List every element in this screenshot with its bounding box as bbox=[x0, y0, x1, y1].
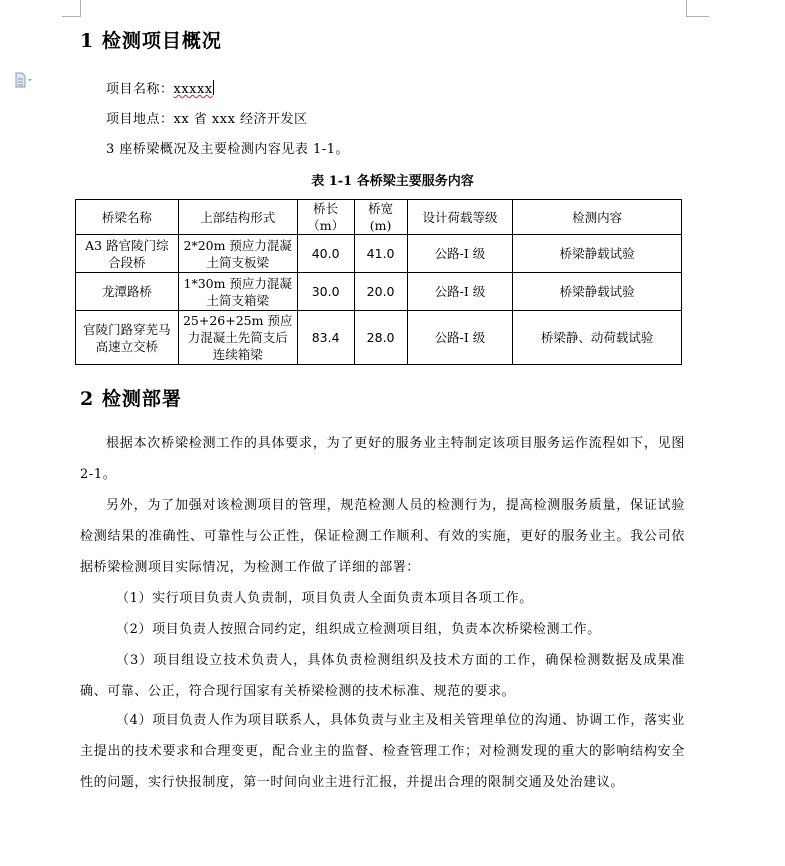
project-name-label: 项目名称： bbox=[106, 82, 174, 97]
header-bridge-name: 桥梁名称 bbox=[76, 200, 179, 235]
cell-test-content: 桥梁静载试验 bbox=[513, 273, 682, 311]
cell-length: 83.4 bbox=[297, 311, 354, 365]
project-name-line bbox=[106, 78, 214, 97]
cell-width: 41.0 bbox=[354, 235, 407, 273]
document-map-icon[interactable] bbox=[14, 72, 34, 88]
bridge-service-table bbox=[75, 199, 682, 365]
table-row bbox=[76, 311, 682, 365]
cell-load-class: 公路-I 级 bbox=[407, 235, 513, 273]
cell-test-content: 桥梁静、动荷载试验 bbox=[513, 311, 682, 365]
cell-bridge-name: 龙潭路桥 bbox=[76, 273, 179, 311]
project-name-value[interactable]: xxxxx bbox=[173, 82, 213, 97]
cell-bridge-name: 官陵门路穿芜马高速立交桥 bbox=[76, 311, 179, 365]
cell-width: 20.0 bbox=[354, 273, 407, 311]
table-header-row bbox=[76, 200, 682, 235]
cell-structure: 1*30m 预应力混凝土简支箱梁 bbox=[178, 273, 297, 311]
paragraph-item-3: （3）项目组设立技术负责人，具体负责检测组织及技术方面的工作，确保检测数据及成果准确、可靠、公正，符合现行国家有关桥梁检测的技术标准、规范的要求。 bbox=[80, 653, 685, 699]
paragraph-item-4: （4）项目负责人作为项目联系人，具体负责与业主及相关管理单位的沟通、协调工作，落实业主提出的技术要求和合理变更，配合业主的监督、检查管理工作；对检测发现的重大的影响结构安全性的问题，实行快报制度，第一时间向业主进行汇报，并提出合理的限制交通及处治建议。 bbox=[80, 713, 685, 790]
page-margin-corner-top-right bbox=[686, 0, 709, 17]
cell-length: 30.0 bbox=[297, 273, 354, 311]
header-width: 桥宽(m) bbox=[354, 200, 407, 235]
paragraph-item-2: （2）项目负责人按照合同约定，组织成立检测项目组，负责本次桥梁检测工作。 bbox=[116, 622, 601, 637]
cell-structure: 25+26+25m 预应力混凝土先简支后连续箱梁 bbox=[178, 311, 297, 365]
header-structure: 上部结构形式 bbox=[178, 200, 297, 235]
table-row bbox=[76, 235, 682, 273]
table-row bbox=[76, 273, 682, 311]
cell-width: 28.0 bbox=[354, 311, 407, 365]
paragraph-management: 另外，为了加强对该检测项目的管理，规范检测人员的检测行为，提高检测服务质量，保证试验检测结果的准确性、可靠性与公正性，保证检测工作顺利、有效的实施，更好的服务业主。我公司依据桥梁检测项目实际情况，为检测工作做了详细的部署： bbox=[80, 498, 685, 575]
header-test-content: 检测内容 bbox=[513, 200, 682, 235]
project-location: 项目地点：xx 省 xxx 经济开发区 bbox=[106, 112, 308, 127]
table-intro: 3 座桥梁概况及主要检测内容见表 1-1。 bbox=[106, 142, 349, 157]
section-2-heading: 2 检测部署 bbox=[80, 388, 182, 410]
cell-length: 40.0 bbox=[297, 235, 354, 273]
page-margin-corner-top-left bbox=[62, 0, 81, 17]
cell-structure: 2*20m 预应力混凝土简支板梁 bbox=[178, 235, 297, 273]
cell-load-class: 公路-I 级 bbox=[407, 311, 513, 365]
text-cursor bbox=[213, 80, 214, 95]
header-length: 桥长（m） bbox=[297, 200, 354, 235]
cell-bridge-name: A3 路官陵门综合段桥 bbox=[76, 235, 179, 273]
cell-test-content: 桥梁静载试验 bbox=[513, 235, 682, 273]
table-caption: 表 1-1 各桥梁主要服务内容 bbox=[311, 174, 474, 189]
paragraph-workflow: 根据本次桥梁检测工作的具体要求，为了更好的服务业主特制定该项目服务运作流程如下，见图 2-1。 bbox=[80, 436, 685, 482]
section-1-heading: 1 检测项目概况 bbox=[80, 30, 222, 52]
cell-load-class: 公路-I 级 bbox=[407, 273, 513, 311]
header-load-class: 设计荷载等级 bbox=[407, 200, 513, 235]
paragraph-item-1: （1）实行项目负责人负责制，项目负责人全面负责本项目各项工作。 bbox=[116, 591, 533, 606]
